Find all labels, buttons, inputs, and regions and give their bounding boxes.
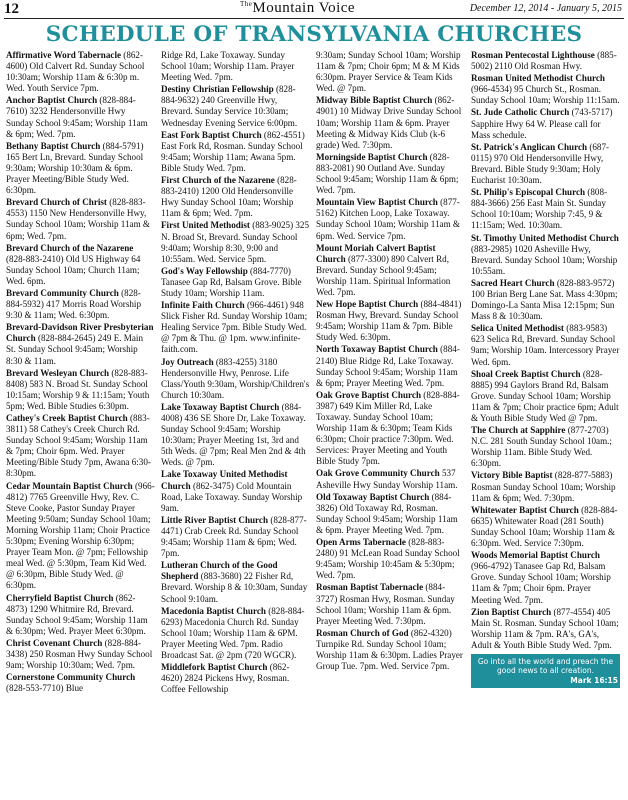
church-name: Mountain View Baptist Church bbox=[316, 197, 438, 208]
church-schedule: (884-3826) Old Toxaway Rd, Rosman. Sunday School 9:45am; Worship 11am & 6pm. Prayer Meeting Wed. 7pm. bbox=[316, 491, 458, 535]
issue-date: December 12, 2014 - January 5, 2015 bbox=[469, 3, 622, 14]
church-name: Affirmative Word Tabernacle bbox=[6, 50, 122, 60]
church-name: Lutheran Church of the Good Shepherd bbox=[161, 560, 278, 582]
church-name: Joy Outreach bbox=[161, 356, 214, 367]
church-schedule: (828-884-5932) 417 Morris Road Worship 9:30 & 11am; Wed. 6:30pm. bbox=[6, 287, 141, 321]
church-listing bbox=[471, 50, 620, 72]
church-name: Cornerstone Community Church bbox=[6, 672, 136, 683]
church-name: Christ Covenant Church bbox=[6, 637, 103, 648]
church-name: St. Jude Catholic Church bbox=[471, 107, 570, 118]
church-name: Lake Toxaway Baptist Church bbox=[161, 401, 280, 412]
church-listing bbox=[471, 425, 620, 469]
masthead-title: Mountain Voice bbox=[252, 0, 356, 16]
church-schedule: (828-884-3987) 649 Kim Miller Rd, Lake Toxaway. Sunday School 10am; Worship 11am & 6:30pm; Team Kids 6:30pm; Choir practice 7:30pm. Wed. Services: Prayer Meeting and Youth Bible Study 7pm. bbox=[316, 389, 460, 467]
church-name: Anchor Baptist Church bbox=[6, 95, 98, 106]
church-listing bbox=[161, 515, 310, 559]
church-listing bbox=[471, 233, 620, 277]
church-listing bbox=[316, 468, 465, 490]
church-name: Cathey's Creek Baptist Church bbox=[6, 413, 128, 423]
page-number: 12 bbox=[4, 1, 19, 17]
church-name: St. Patrick's Anglican Church bbox=[471, 141, 588, 152]
church-schedule: (884-4841) Rosman Hwy, Brevard. Sunday School 9:45am; Worship 11am & 7pm. Bible Study Wed. 6:30pm. bbox=[316, 299, 462, 343]
church-listing bbox=[6, 638, 155, 671]
church-schedule: (883-9025) 325 N. Broad St, Brevard. Sunday School 9:40am; Worship 8:30, 9:00 and 10:55am. Wed. Service 5pm. bbox=[161, 220, 310, 264]
church-schedule: (885-5002) 2110 Old Rosman Hwy. bbox=[471, 50, 617, 72]
church-name: Rosman Church of God bbox=[316, 627, 409, 638]
church-schedule: (883-9583) 623 Selica Rd, Brevard. Sunday School 9am; Worship 10am. Intercessory Prayer Wed. 6pm. bbox=[471, 323, 620, 367]
church-schedule: (828-883-2410) 1200 Old Hendersonville Hwy Sunday School 10am; Worship 11am & 6pm; Wed. 7pm. bbox=[161, 175, 297, 219]
church-listing bbox=[161, 130, 310, 174]
church-listing bbox=[316, 197, 465, 241]
church-schedule: (884-5791) 165 Bert Ln, Brevard. Sunday School 9:30am; Worship 10:30am & 6pm. Prayer Meeting/Bible Study Wed. 6:30pm. bbox=[6, 140, 144, 196]
church-listing bbox=[6, 288, 155, 321]
church-schedule: (828-884-3438) 250 Rosman Hwy Sunday School 9am; Worship 10:30am; Wed. 7pm. bbox=[6, 637, 153, 671]
church-listing bbox=[316, 628, 465, 672]
church-schedule: (828-884-7610) 3232 Hendersonville Hwy Sunday School 9:45am; Worship 11am & 6pm; Wed. 7pm. bbox=[6, 95, 148, 139]
church-schedule: (828-884-9632) 240 Greenville Hwy, Brevard. Sunday Service 10:30am; Wednesday Evening Service 6:00pm. bbox=[161, 84, 298, 128]
church-schedule: (828-877-4471) Crab Creek Rd. Sunday School 9:45am; Worship 11am & 6pm; Wed. 7pm. bbox=[161, 514, 307, 559]
church-listing bbox=[161, 50, 310, 83]
church-listing bbox=[471, 369, 620, 424]
church-schedule: (743-5717) Sapphire Hwy 64 W. Please call for Mass schedule. bbox=[471, 107, 613, 140]
church-listing bbox=[316, 243, 465, 298]
church-name: Rosman Baptist Tabernacle bbox=[316, 582, 424, 593]
church-listing bbox=[161, 220, 310, 264]
church-name: St. Philip's Episcopal Church bbox=[471, 187, 586, 198]
church-listing bbox=[316, 537, 465, 581]
church-name: Brevard Wesleyan Church bbox=[6, 367, 110, 378]
church-name: Open Arms Tabernacle bbox=[316, 537, 406, 548]
church-listing bbox=[6, 50, 155, 94]
church-listing bbox=[6, 197, 155, 241]
church-schedule: (877-2703) N.C. 281 South Sunday School 10am.; Worship 11am. Bible Study Wed. 6:30pm. bbox=[471, 425, 612, 469]
church-listing bbox=[471, 470, 620, 503]
church-schedule: (966-4792) Tanasee Gap Rd, Balsam Grove. Sunday School 10am; Worship 11am & 7pm; Choir 6pm. Prayer Meeting Wed. 7pm. bbox=[471, 561, 611, 605]
church-name: Morningside Baptist Church bbox=[316, 151, 428, 162]
church-name: Brevard Community Church bbox=[6, 287, 119, 298]
church-schedule: (862-4901) 10 Midway Drive Sunday School 10am; Worship 11am & 6pm. Prayer Meeting & Midway Kids Club (k-6 grade) Wed. 7:30pm. bbox=[316, 95, 462, 150]
church-listing bbox=[6, 413, 155, 480]
church-name: Brevard Church of the Nazarene bbox=[6, 242, 134, 253]
church-schedule: (828-883-2081) 90 Outland Ave. Sunday School 9:45am; Worship 11am & 6pm; Wed. 7pm. bbox=[316, 151, 459, 196]
church-schedule: (808-884-3666) 256 East Main St. Sunday School 10:10am; Worship 7:45, 9 & 11:15am; Wed. 10:30am. bbox=[471, 187, 608, 231]
church-name: Bethany Baptist Church bbox=[6, 140, 101, 151]
page-header bbox=[0, 0, 628, 20]
church-name: Selica United Methodist bbox=[471, 323, 564, 334]
church-listing bbox=[471, 73, 620, 106]
church-listing bbox=[6, 322, 155, 366]
church-schedule: (883-3811) 58 Cathey's Creek Church Rd. Sunday School 9:45am; Worship 11am & 7pm; Choir 6pm. Wed. Prayer Meeting/Bible Study 7pm, Awana 6:30-8:30pm. bbox=[6, 413, 151, 479]
church-schedule: (828-883-2480) 91 McLean Road Sunday School 9:45am; Worship 10:45am & 5:30pm; Wed. 7pm. bbox=[316, 537, 460, 581]
listing-column-2 bbox=[161, 50, 310, 796]
church-listing bbox=[316, 582, 465, 626]
church-listing bbox=[161, 357, 310, 401]
church-schedule: (862-4551) East Fork Rd, Rosman. Sunday School 9:45am; Worship 11am; Awana 5pm. Bible Study Wed. 7pm. bbox=[161, 129, 305, 173]
church-schedule: (884-3727) Rosman Hwy, Rosman. Sunday School 10am; Worship 11am & 6pm. Prayer Meeting Wed. 7:30pm. bbox=[316, 582, 455, 626]
church-name: The Church at Sapphire bbox=[471, 425, 566, 436]
masthead-the: The bbox=[240, 0, 253, 8]
church-listing bbox=[316, 492, 465, 536]
church-schedule: (966-4461) 948 Slick Fisher Rd. Sunday Worship 10am; Healing Service 7pm. Bible Study Wed. @ 7pm & Thu. @ 1pm. www.infinite-faith.com. bbox=[161, 300, 308, 355]
masthead bbox=[240, 0, 355, 17]
church-schedule: (862-3475) Cold Mountain Road, Lake Toxaway. Sunday Worship 9am. bbox=[161, 480, 303, 513]
church-name: Mount Moriah Calvert Baptist Church bbox=[316, 242, 436, 264]
church-name: New Hope Baptist Church bbox=[316, 299, 419, 310]
church-schedule: (966-4534) 95 Church St., Rosman. Sunday School 10am; Worship 11:15am. bbox=[471, 84, 620, 106]
church-name: Woods Memorial Baptist Church bbox=[471, 550, 600, 561]
church-listing bbox=[6, 481, 155, 592]
church-schedule: (883-3680) 22 Fisher Rd, Brevard. Worship 8 & 10:30am, Sunday School 9:10am. bbox=[161, 571, 308, 604]
church-schedule: (862-4320) Turnpike Rd. Sunday School 10am; Worship 11am & 6:30pm. Ladies Prayer Group Tue. 7pm. Wed. Service 7pm. bbox=[316, 627, 463, 672]
church-name: First Church of the Nazarene bbox=[161, 175, 275, 186]
church-name: Destiny Christian Fellowship bbox=[161, 84, 274, 95]
church-name: First United Methodist bbox=[161, 220, 250, 231]
church-name: Midway Bible Baptist Church bbox=[316, 95, 433, 106]
church-listing bbox=[471, 607, 620, 651]
church-schedule: Ridge Rd, Lake Toxaway. Sunday School 10am; Worship 11am. Prayer Meeting Wed. 7pm. bbox=[161, 50, 295, 83]
church-listing bbox=[316, 299, 465, 343]
church-schedule: (877-5162) Kitchen Loop, Lake Toxaway. Sunday School 10am; Worship 11am & 6pm. Wed. Service 7pm. bbox=[316, 197, 461, 241]
church-listing bbox=[471, 323, 620, 367]
church-schedule: (828-883-4553) 1150 New Hendersonville Hwy, Sunday School 10am; Worship 11am & 6pm; Wed. 7pm. bbox=[6, 197, 151, 241]
church-name: Zion Baptist Church bbox=[471, 606, 552, 617]
church-listing bbox=[161, 560, 310, 604]
verse-text: Go into all the world and preach the good news to all creation. bbox=[477, 656, 614, 676]
church-listing bbox=[161, 84, 310, 128]
church-listing bbox=[161, 469, 310, 513]
church-name: Cherryfield Baptist Church bbox=[6, 592, 114, 603]
church-listing bbox=[316, 152, 465, 196]
church-listing-columns bbox=[6, 50, 624, 796]
church-schedule: (862-4620) 2824 Pickens Hwy, Rosman. Coffee Fellowship bbox=[161, 662, 290, 695]
church-listing bbox=[6, 141, 155, 196]
church-schedule: (884-7770) Tanasee Gap Rd, Balsam Grove. Bible Study 10am; Worship 11am. bbox=[161, 265, 302, 298]
church-name: Lake Toxaway United Methodist Church bbox=[161, 469, 288, 491]
church-listing bbox=[471, 278, 620, 322]
church-schedule: (828-877-5883) Rosman Sunday School 10am; Worship 11am & 6pm; Wed. 7:30pm. bbox=[471, 470, 616, 503]
church-schedule: (877-3300) 890 Calvert Rd, Brevard. Sunday School 9:45am; Worship 11am. Spiritual Information Wed. 7pm. bbox=[316, 253, 451, 297]
church-listing bbox=[6, 593, 155, 637]
verse-reference: Mark 16:15 bbox=[570, 675, 618, 685]
church-name: Old Toxaway Baptist Church bbox=[316, 491, 430, 502]
church-listing bbox=[6, 368, 155, 412]
church-name: Sacred Heart Church bbox=[471, 277, 555, 288]
church-name: Whitewater Baptist Church bbox=[471, 504, 579, 515]
church-schedule: (828-884-2645) 249 E. Main St. Sunday School 9:45am; Worship 8:30 & 11am. bbox=[6, 333, 144, 366]
church-name: Middlefork Baptist Church bbox=[161, 662, 268, 673]
church-listing bbox=[161, 175, 310, 219]
church-schedule: (862-4600) Old Calvert Rd. Sunday School 10:30am; Worship 11am & 6:30p m. Wed. Youth Service 7pm. bbox=[6, 50, 145, 94]
church-name: Brevard Church of Christ bbox=[6, 197, 107, 208]
church-name: Victory Bible Baptist bbox=[471, 470, 553, 481]
church-listing bbox=[161, 300, 310, 355]
church-schedule: (828-553-7710) Blue bbox=[6, 683, 84, 694]
church-listing bbox=[471, 187, 620, 231]
church-listing bbox=[6, 243, 155, 287]
church-schedule: (883-2985) 1020 Asheville Hwy, Brevard. Sunday School 10am; Worship 10:55am. bbox=[471, 243, 618, 276]
church-listing bbox=[161, 662, 310, 695]
listing-column-3 bbox=[316, 50, 465, 796]
church-name: East Fork Baptist Church bbox=[161, 129, 262, 140]
church-schedule: (877-4554) 405 Main St. Rosman. Sunday School 10am; Worship 11am & 7pm. RA's, GA's, Adult & Youth Bible Study Wed. 7pm. bbox=[471, 606, 619, 650]
church-schedule: (828-884-6635) Whitewater Road (281 South) Sunday School 10am; Worship 11am & 6:30pm. Wed. Service 7:30pm. bbox=[471, 504, 618, 549]
listing-column-1 bbox=[6, 50, 155, 796]
church-listing bbox=[6, 95, 155, 139]
church-listing bbox=[6, 672, 155, 694]
church-schedule: (884-4008) 436 SE Shore Dr, Lake Toxaway. Sunday School 9:45am; Worship 10:30am; Prayer Meeting 1st, 3rd and 5th Weds. @ 7pm; Real Men 2nd & 4th Weds. @ 7pm. bbox=[161, 401, 306, 468]
church-schedule: (828-884-6293) Macedonia Church Rd. Sunday School 10am; Worship 11am & 6PM. Prayer Meeting Wed. 7pm. Radio Broadcast Sat. @ 2pm (720 WGCR). bbox=[161, 605, 305, 660]
church-name: North Toxaway Baptist Church bbox=[316, 344, 438, 355]
church-schedule: (828-883-8408) 583 N. Broad St. Sunday School 10:15am; Worship 9 & 11:15am; Youth 5pm; Wed. Bible Studies 6:30pm. bbox=[6, 367, 150, 411]
church-name: Cedar Mountain Baptist Church bbox=[6, 480, 133, 491]
church-listing bbox=[316, 50, 465, 94]
church-schedule: (828-8885) 994 Gaylors Brand Rd, Balsam Grove. Sunday School 10am; Worship 11am & 7pm; Choir practice 6pm; Adult & Youth Bible Study Wed @ 7pm. bbox=[471, 368, 619, 423]
church-listing bbox=[316, 390, 465, 468]
church-listing bbox=[316, 344, 465, 388]
church-listing bbox=[316, 95, 465, 150]
church-listing bbox=[161, 402, 310, 469]
church-name: Brevard-Davidson River Presbyterian Church bbox=[6, 322, 154, 344]
church-name: Shoal Creek Baptist Church bbox=[471, 368, 581, 379]
scripture-verse-box bbox=[471, 654, 620, 688]
church-schedule: (862-4873) 1290 Whitmire Rd, Brevard. Sunday School 9:45am; Worship 11am & 6:30pm; Wed. Prayer Meet 6:30pm. bbox=[6, 592, 148, 636]
church-schedule: (828-883-9572) 100 Brian Berg Lane Sat. Mass 4:30pm; Domingo-La Santa Misa 12:15pm; Sun Mass 8 & 10:30am. bbox=[471, 277, 618, 322]
church-listing bbox=[471, 107, 620, 140]
church-name: Oak Grove Community Church bbox=[316, 468, 440, 479]
church-name: Oak Grove Baptist Church bbox=[316, 389, 422, 400]
church-listing bbox=[471, 505, 620, 549]
church-schedule: 9:30am; Sunday School 10am; Worship 11am & 7pm; Choir 6pm; M & M Kids 6:30pm. Prayer Service & Team Kids Wed. @ 7pm. bbox=[316, 50, 461, 94]
banner-title: SCHEDULE OF TRANSYLVANIA CHURCHES bbox=[45, 22, 583, 47]
church-name: God's Way Fellowship bbox=[161, 265, 248, 276]
church-schedule: (884-2140) Blue Ridge Rd, Lake Toxaway. Sunday School 9:45am; Worship 11am & 6pm; Prayer Meeting Wed. 7pm. bbox=[316, 344, 460, 388]
church-listing bbox=[161, 266, 310, 299]
church-listing bbox=[471, 142, 620, 186]
church-listing bbox=[471, 550, 620, 605]
church-schedule: (966-4812) 7765 Greenville Hwy, Rev. C. Steve Cooke, Pastor Sunday Prayer Meeting 9:50am; Sunday School 10am; Morning Worship 11am; Choir Practice 5:30pm; Evening Worship 6:30pm; Prayer Team Mon. @ 7pm; Fellowship meal Wed. @ 5:30pm, Team Kid Wed. @ 6:30pm, Bible Study Wed. @ 6:30pm. bbox=[6, 480, 155, 591]
church-name: Rosman Pentecostal Lighthouse bbox=[471, 50, 595, 60]
church-schedule: (687-0115) 970 Old Hendersonville Hwy, Brevard. Bible Study 9:30am; Holy Eucharist 10:30am. bbox=[471, 141, 610, 186]
church-name: Macedonia Baptist Church bbox=[161, 605, 266, 616]
church-name: Little River Baptist Church bbox=[161, 514, 269, 525]
church-listing bbox=[161, 606, 310, 661]
church-name: Rosman United Methodist Church bbox=[471, 73, 605, 84]
church-schedule: (883-4255) 3180 Hendersonville Hwy, Penrose. Life Class/Youth 9:30am, Worship/Children's Church 10:30am. bbox=[161, 356, 310, 400]
listing-column-4 bbox=[471, 50, 620, 796]
header-rule bbox=[4, 18, 624, 19]
church-schedule: 537 Asheville Hwy Sunday Worship 11am. bbox=[316, 468, 458, 490]
church-schedule: (828-883-2410) Old US Highway 64 Sunday School 10am; Church 11am; Wed. 6pm. bbox=[6, 253, 141, 286]
church-name: Infinite Faith Church bbox=[161, 300, 245, 311]
church-name: St. Timothy United Methodist Church bbox=[471, 232, 619, 243]
